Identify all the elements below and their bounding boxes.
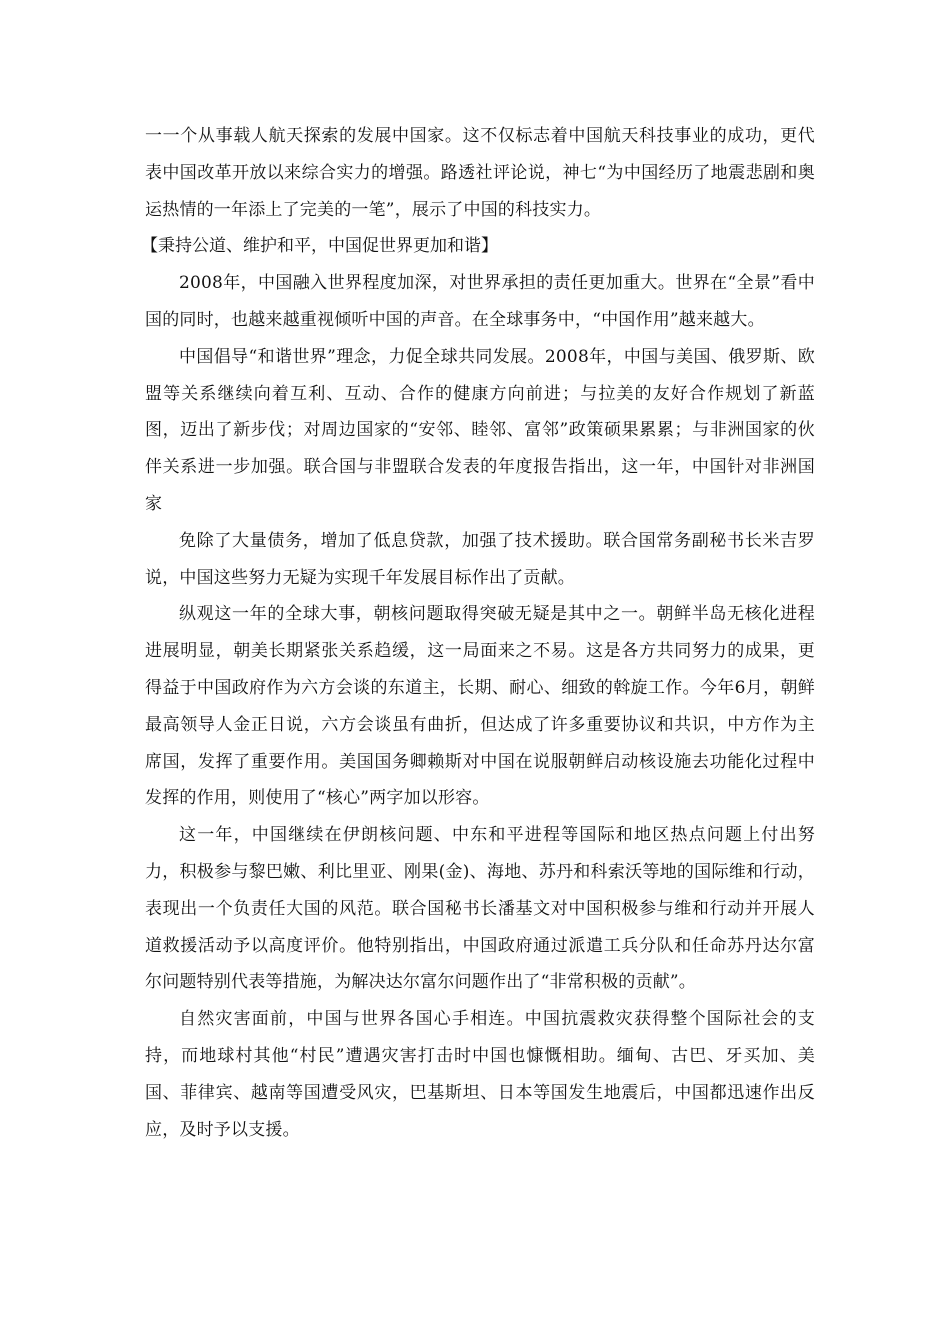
paragraph-peacekeeping: 这一年，中国继续在伊朗核问题、中东和平进程等国际和地区热点问题上付出努力，积极参与黎巴嫩、利比里亚、刚果(金)、海地、苏丹和科索沃等地的国际维和行动，表现出一个负责任大国的风范。联合国秘书长潘基文对中国积极参与维和行动并开展人道救援活动予以高度评价。他特别指出，中国政府通过派遣工兵分队和任命苏丹达尔富尔问题特别代表等措施，为解决达尔富尔问题作出了“非常积极的贡献”。 xyxy=(145,825,815,993)
paragraph-china-role: 2008年，中国融入世界程度加深，对世界承担的责任更加重大。世界在“全景”看中国的同时，也越来越重视倾听中国的声音。在全球事务中，“中国作用”越来越大。 xyxy=(145,273,815,330)
paragraph-continued: 一一个从事载人航天探索的发展中国家。这不仅标志着中国航天科技事业的成功，更代表中国改革开放以来综合实力的增强。路透社评论说，神七“为中国经历了地震悲剧和奥运热情的一年添上了完美的一笔”，展示了中国的科技实力。 xyxy=(145,126,815,220)
paragraph-harmonious-world: 中国倡导“和谐世界”理念，力促全球共同发展。2008年，中国与美国、俄罗斯、欧盟等关系继续向着互利、互动、合作的健康方向前进；与拉美的友好合作规划了新蓝图，迈出了新步伐；对周边国家的“安邻、睦邻、富邻”政策硕果累累；与非洲国家的伙伴关系进一步加强。联合国与非盟联合发表的年度报告指出，这一年，中国针对非洲国家 xyxy=(145,346,815,514)
document-page xyxy=(141,118,815,1148)
paragraph-korea-nuclear: 纵观这一年的全球大事，朝核问题取得突破无疑是其中之一。朝鲜半岛无核化进程进展明显，朝美长期紧张关系趋缓，这一局面来之不易。这是各方共同努力的成果，更得益于中国政府作为六方会谈的东道主，长期、耐心、细致的斡旋工作。今年6月，朝鲜最高领导人金正日说，六方会谈虽有曲折，但达成了许多重要协议和共识，中方作为主席国，发挥了重要作用。美国国务卿赖斯对中国在说服朝鲜启动核设施去功能化过程中发挥的作用，则使用了“核心”两字加以形容。 xyxy=(145,604,815,809)
paragraph-disaster-aid: 自然灾害面前，中国与世界各国心手相连。中国抗震救灾获得整个国际社会的支持，而地球村其他“村民”遭遇灾害打击时中国也慷慨相助。缅甸、古巴、牙买加、美国、菲律宾、越南等国遭受风灾，巴基斯坦、日本等国发生地震后，中国都迅速作出反应，及时予以支援。 xyxy=(145,1009,815,1140)
section-heading: 【秉持公道、维护和平，中国促世界更加和谐】 xyxy=(141,236,498,257)
paragraph-debt-relief: 免除了大量债务，增加了低息贷款，加强了技术援助。联合国常务副秘书长米吉罗说，中国这些努力无疑为实现千年发展目标作出了贡献。 xyxy=(145,530,815,588)
